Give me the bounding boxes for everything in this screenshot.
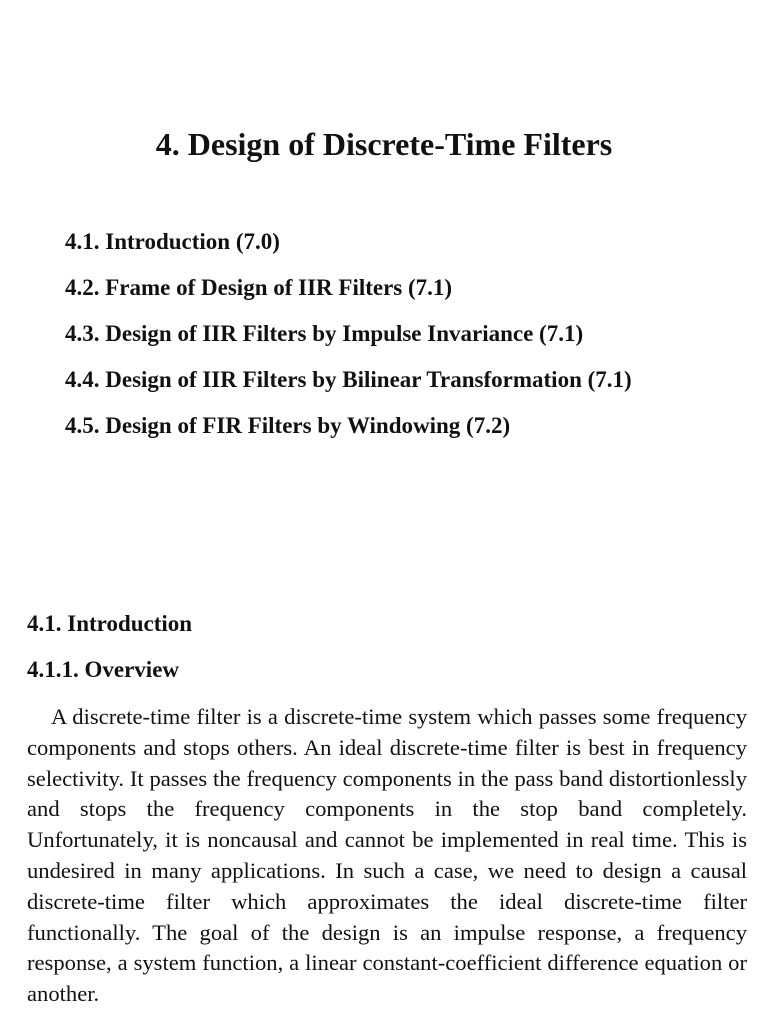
toc-item-introduction: 4.1. Introduction (7.0) [65, 229, 280, 254]
toc-item-iir-frame: 4.2. Frame of Design of IIR Filters (7.1) [65, 275, 453, 300]
toc-item-bilinear-transformation: 4.4. Design of IIR Filters by Bilinear Transformation (7.1) [65, 367, 632, 392]
page-title: 4. Design of Discrete-Time Filters [155, 126, 613, 162]
toc-item-impulse-invariance: 4.3. Design of IIR Filters by Impulse Invariance (7.1) [65, 321, 584, 346]
section-heading: 4.1. Introduction [27, 611, 193, 636]
toc-item-fir-windowing: 4.5. Design of FIR Filters by Windowing (7.2) [65, 413, 511, 438]
subsection-heading: 4.1.1. Overview [27, 657, 180, 682]
table-of-contents [65, 226, 632, 456]
body-paragraph: A discrete-time filter is a discrete-time system which passes some frequency components and stops others. An ideal discrete-time filter is best in frequency selectivity. It passes the frequency components in the pass band distortionlessly and stops the frequency components in the stop band completely. Unfortunately, it is noncausal and cannot be implemented in real time. This is undesired in many applications. In such a case, we need to design a causal discrete-time filter which approximates the ideal discrete-time filter functionally. The goal of the design is an impulse response, a frequency response, a system function, a linear constant-coefficient difference equation or another. [27, 704, 747, 1007]
